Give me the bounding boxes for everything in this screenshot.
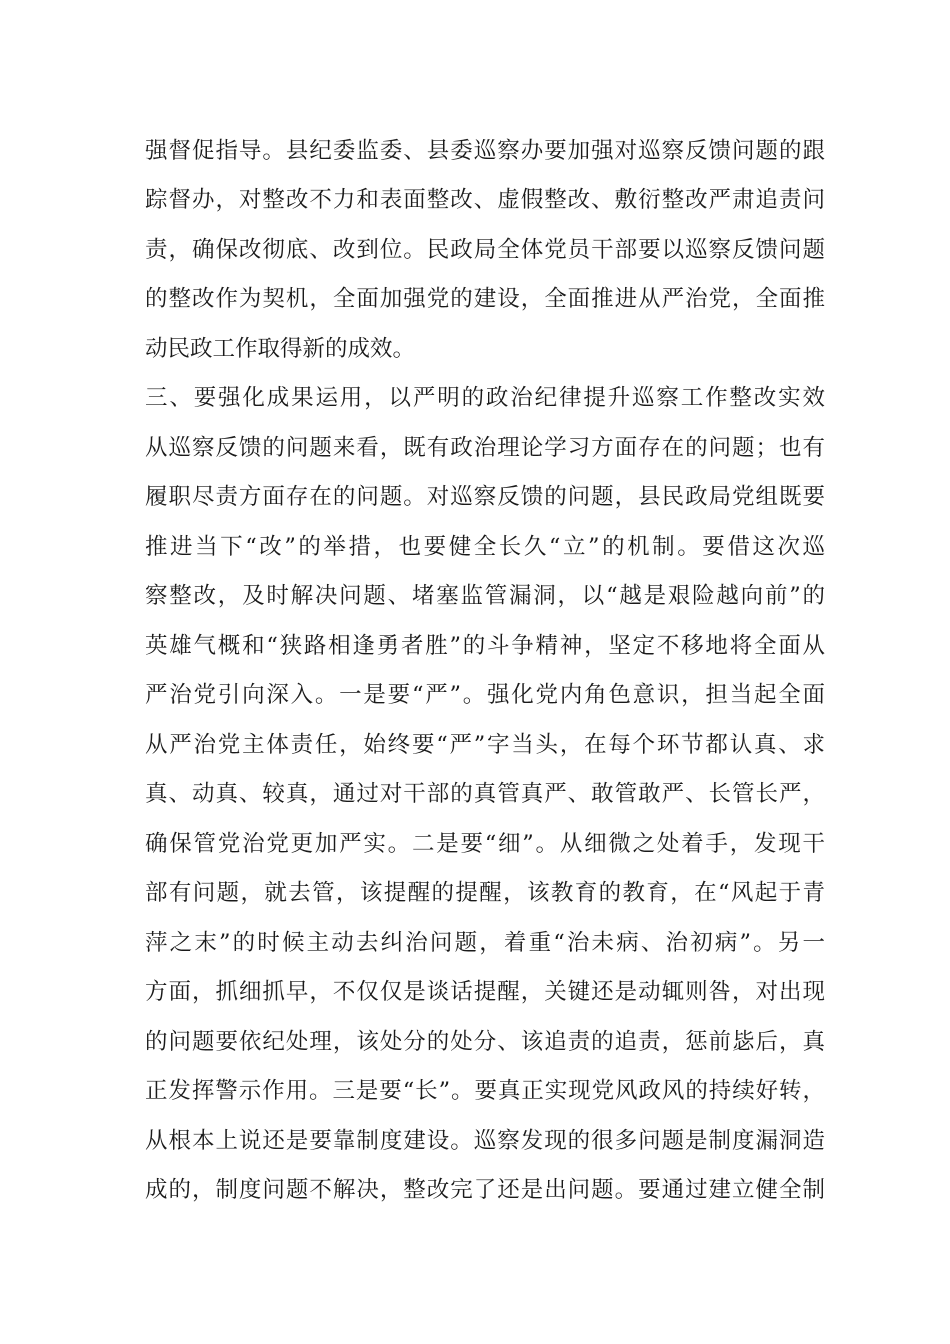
text-line: 真、动真、较真，通过对干部的真管真严、敢管敢严、长管长严，	[145, 781, 825, 807]
section-heading: 三、要强化成果运用，以严明的政治纪律提升巡察工作整改实效	[145, 385, 825, 411]
text-line: 踪督办，对整改不力和表面整改、虚假整改、敷衍整改严肃追责问	[145, 187, 825, 213]
text-line: 的问题要依纪处理，该处分的处分、该追责的追责，惩前毖后，真	[145, 1029, 825, 1055]
text-line: 察整改，及时解决问题、堵塞监管漏洞，以“越是艰险越向前”的	[145, 583, 825, 609]
text-line: 从根本上说还是要靠制度建设。巡察发现的很多问题是制度漏洞造	[145, 1128, 825, 1154]
text-line: 严治党引向深入。一是要“严”。强化党内角色意识，担当起全面	[145, 682, 825, 708]
text-line: 方面，抓细抓早，不仅仅是谈话提醒，关键还是动辄则咎，对出现	[145, 979, 825, 1005]
text-line: 责，确保改彻底、改到位。民政局全体党员干部要以巡察反馈问题	[145, 237, 825, 263]
text-line: 部有问题，就去管，该提醒的提醒，该教育的教育，在“风起于青	[145, 880, 825, 906]
text-line: 履职尽责方面存在的问题。对巡察反馈的问题，县民政局党组既要	[145, 484, 825, 510]
text-line: 从严治党主体责任，始终要“严”字当头，在每个环节都认真、求	[145, 732, 825, 758]
text-line: 动民政工作取得新的成效。	[145, 336, 416, 362]
text-line: 确保管党治党更加严实。二是要“细”。从细微之处着手，发现干	[145, 831, 825, 857]
text-line: 正发挥警示作用。三是要“长”。要真正实现党风政风的持续好转，	[145, 1078, 825, 1104]
text-line: 强督促指导。县纪委监委、县委巡察办要加强对巡察反馈问题的跟	[145, 138, 825, 164]
text-line: 的整改作为契机，全面加强党的建设，全面推进从严治党，全面推	[145, 286, 825, 312]
text-line: 萍之末”的时候主动去纠治问题，着重“治未病、治初病”。另一	[145, 930, 825, 956]
text-line: 从巡察反馈的问题来看，既有政治理论学习方面存在的问题；也有	[145, 435, 825, 461]
text-line: 成的，制度问题不解决，整改完了还是出问题。要通过建立健全制	[145, 1177, 825, 1203]
text-line: 英雄气概和“狭路相逢勇者胜”的斗争精神，坚定不移地将全面从	[145, 633, 825, 659]
text-line: 推进当下“改”的举措，也要健全长久“立”的机制。要借这次巡	[145, 534, 825, 560]
